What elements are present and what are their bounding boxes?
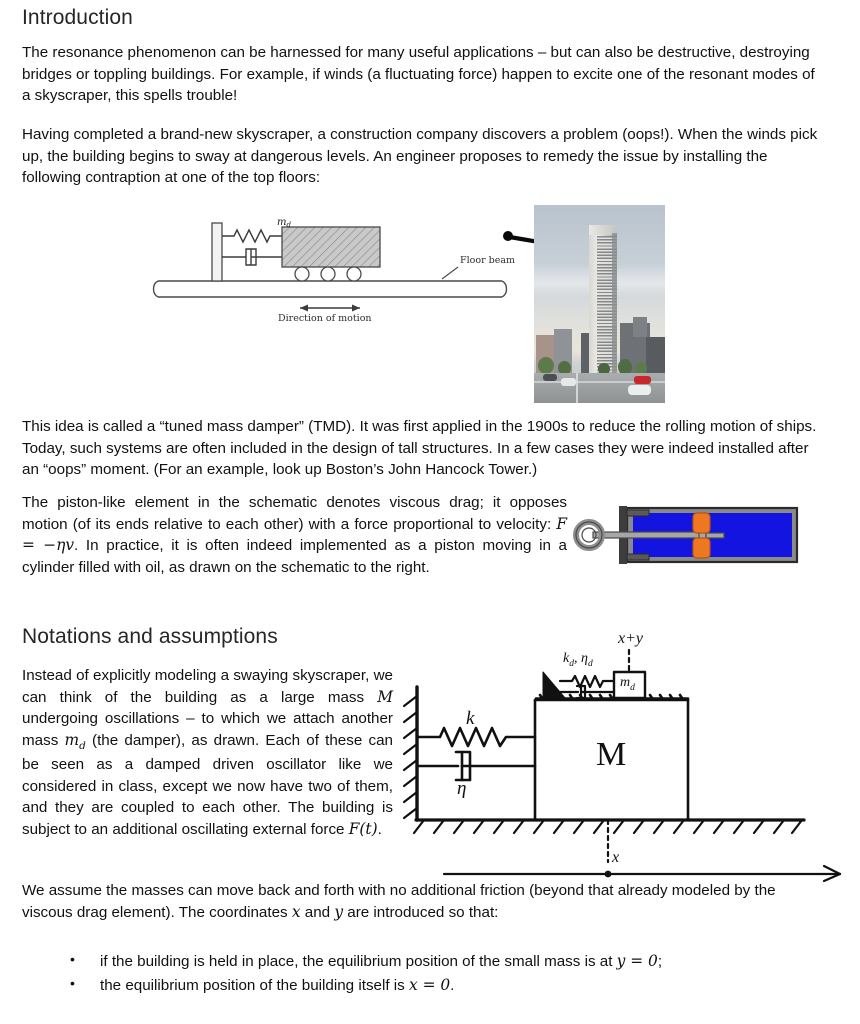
list-item-text-a: the equilibrium position of the building itself is [100,976,409,994]
sketch-label-coord-x: x [612,849,620,866]
car-1 [543,374,557,381]
damper-wall-bracket [543,672,565,698]
paragraph-viscous-drag [22,492,567,579]
damper-mass-block [282,227,380,267]
bullet-marker: • [70,974,75,991]
cylinder-lower-gland [627,554,649,560]
math-force-F-of-t: F(t) [348,819,378,838]
paragraph-assumptions-part-a: We assume the masses can move back and forth with no additional friction (beyond that already modeled by the viscous drag element). The coordinates [22,882,776,921]
math-force-equation: F = −ηv [22,514,567,555]
piston-seal-upper [693,513,710,533]
sketch-label-coord-x-plus-y: x+y [618,630,643,647]
paragraph-notations [22,665,393,841]
paragraph-tmd-history: This idea is called a “tuned mass damper” (TMD). It was first applied in the 1900s to reduce the rolling motion of ships. Today, such systems are often included in the design of tall structures. In a few cases they were indeed installed after an “oops” moment. (For an example, look up Boston’s John Hancock Tower.) [22,418,817,479]
car-3 [634,376,651,384]
assumption-bullet-list [22,950,827,998]
car-4 [628,385,651,395]
paragraph-skyscraper-problem: Having completed a brand-new skyscraper, a construction company discovers a problem (oops!). When the winds pick up, the building begins to sway at dangerous levels. An engineer proposes to remedy the issue by installing the following contraption at one of the top floors: [22,126,818,187]
tree-1 [538,357,554,374]
math-coord-x: x [291,902,301,921]
floor-beam-left-break [154,281,159,297]
main-spring [418,728,535,746]
math-mass-M: M [377,687,393,706]
math-y-equals-zero: y = 0 [616,952,658,970]
building-right-far [646,337,665,375]
paragraph-viscous-drag-part-a: The piston-like element in the schematic denotes viscous drag; it opposes motion (of its ends relative to each other) with a force proportional to velocity: [22,494,567,533]
sketch-label-damper-params: $k_d$, $\eta_d$ [563,651,593,669]
skyscraper-photo-canvas [534,205,665,403]
direction-arrow-head-right [352,305,360,312]
sketch-label-small-mass: $m_d$ [620,675,635,693]
paragraph-notations-part-c: (the damper), as drawn. Each of these can be seen as a damped driven oscillator like we considered in class, except we now have two of them, and they are coupled to each other. The building is subject to an additional oscillating external force [22,732,393,838]
x-axis-arrowhead-top [824,866,840,874]
floor-beam-leader-line [442,267,458,279]
list-item-text-b: ; [657,953,663,970]
piston-seal-lower [693,538,710,558]
math-x-equals-zero: x = 0 [409,975,451,994]
road-center-line [576,373,578,403]
list-item-text-a: if the building is held in place, the equilibrium position of the small mass is at [100,953,617,970]
label-direction-of-motion: Direction of motion [278,313,372,324]
paragraph-notations-part-b: undergoing oscillations – to which we attach another mass [22,710,393,750]
section-heading-notations: Notations and assumptions [22,625,278,648]
paragraph-viscous-drag-part-b: . In practice, it is often indeed implemented as a piston moving in a cylinder filled with oil, as drawn on the schematic to the right. [22,537,567,577]
figure-skyscraper-photo [534,205,665,403]
wheel-3 [347,267,361,281]
paragraph-assumptions-part-c: are introduced so that: [343,903,499,921]
figure-mass-spring-damper-sketch [400,630,855,882]
sketch-label-big-mass: M [596,736,627,773]
sketch-label-dashpot-eta: η [457,778,467,799]
wall-hatching [404,696,417,818]
x-axis-origin-dot [605,871,612,878]
support-post [212,223,222,281]
paragraph-assumptions [22,880,827,923]
bullet-marker: • [70,951,75,967]
piston-head-stub [706,533,724,538]
sketch-label-spring-k: k [466,708,475,729]
car-2 [561,378,576,386]
wheel-2 [321,267,335,281]
math-coord-y: y [334,902,344,921]
piston-rod [593,532,705,538]
damper-spring [560,676,615,687]
list-item [22,950,827,974]
paragraph-assumptions-part-b: and [300,903,335,921]
spring-element [222,230,282,242]
list-item [22,974,827,998]
tmd-schematic-svg [150,205,520,330]
mass-spring-sketch-svg [400,630,855,882]
paragraph-notations-part-a: Instead of explicitly modeling a swaying skyscraper, we can think of the building as a large mass [22,667,393,706]
figure-tmd-schematic [150,205,520,330]
figure-piston-dashpot [573,504,801,566]
piston-dashpot-svg [573,504,801,566]
floor-beam-right-break [502,281,507,297]
list-item-text-b: . [450,976,455,994]
section-heading-introduction: Introduction [22,6,133,29]
label-floor-beam: Floor beam [460,255,516,266]
building-right-cap [633,317,647,337]
cylinder-upper-gland [627,510,649,516]
paragraph-resonance-intro: The resonance phenomenon can be harnessed for many useful applications – but can also be destructive, destroying bridges or toppling buildings. For example, if winds (a fluctuating force) happen to excite one of the resonant modes of a skyscraper, this spells trouble! [22,44,815,105]
paragraph-notations-part-d: . [377,820,382,838]
wheel-1 [295,267,309,281]
direction-arrow-head-left [300,305,308,312]
math-mass-md: $m_d$ [64,731,86,753]
label-damper-mass: md [277,217,291,229]
tower-shadow-edge [612,233,617,375]
